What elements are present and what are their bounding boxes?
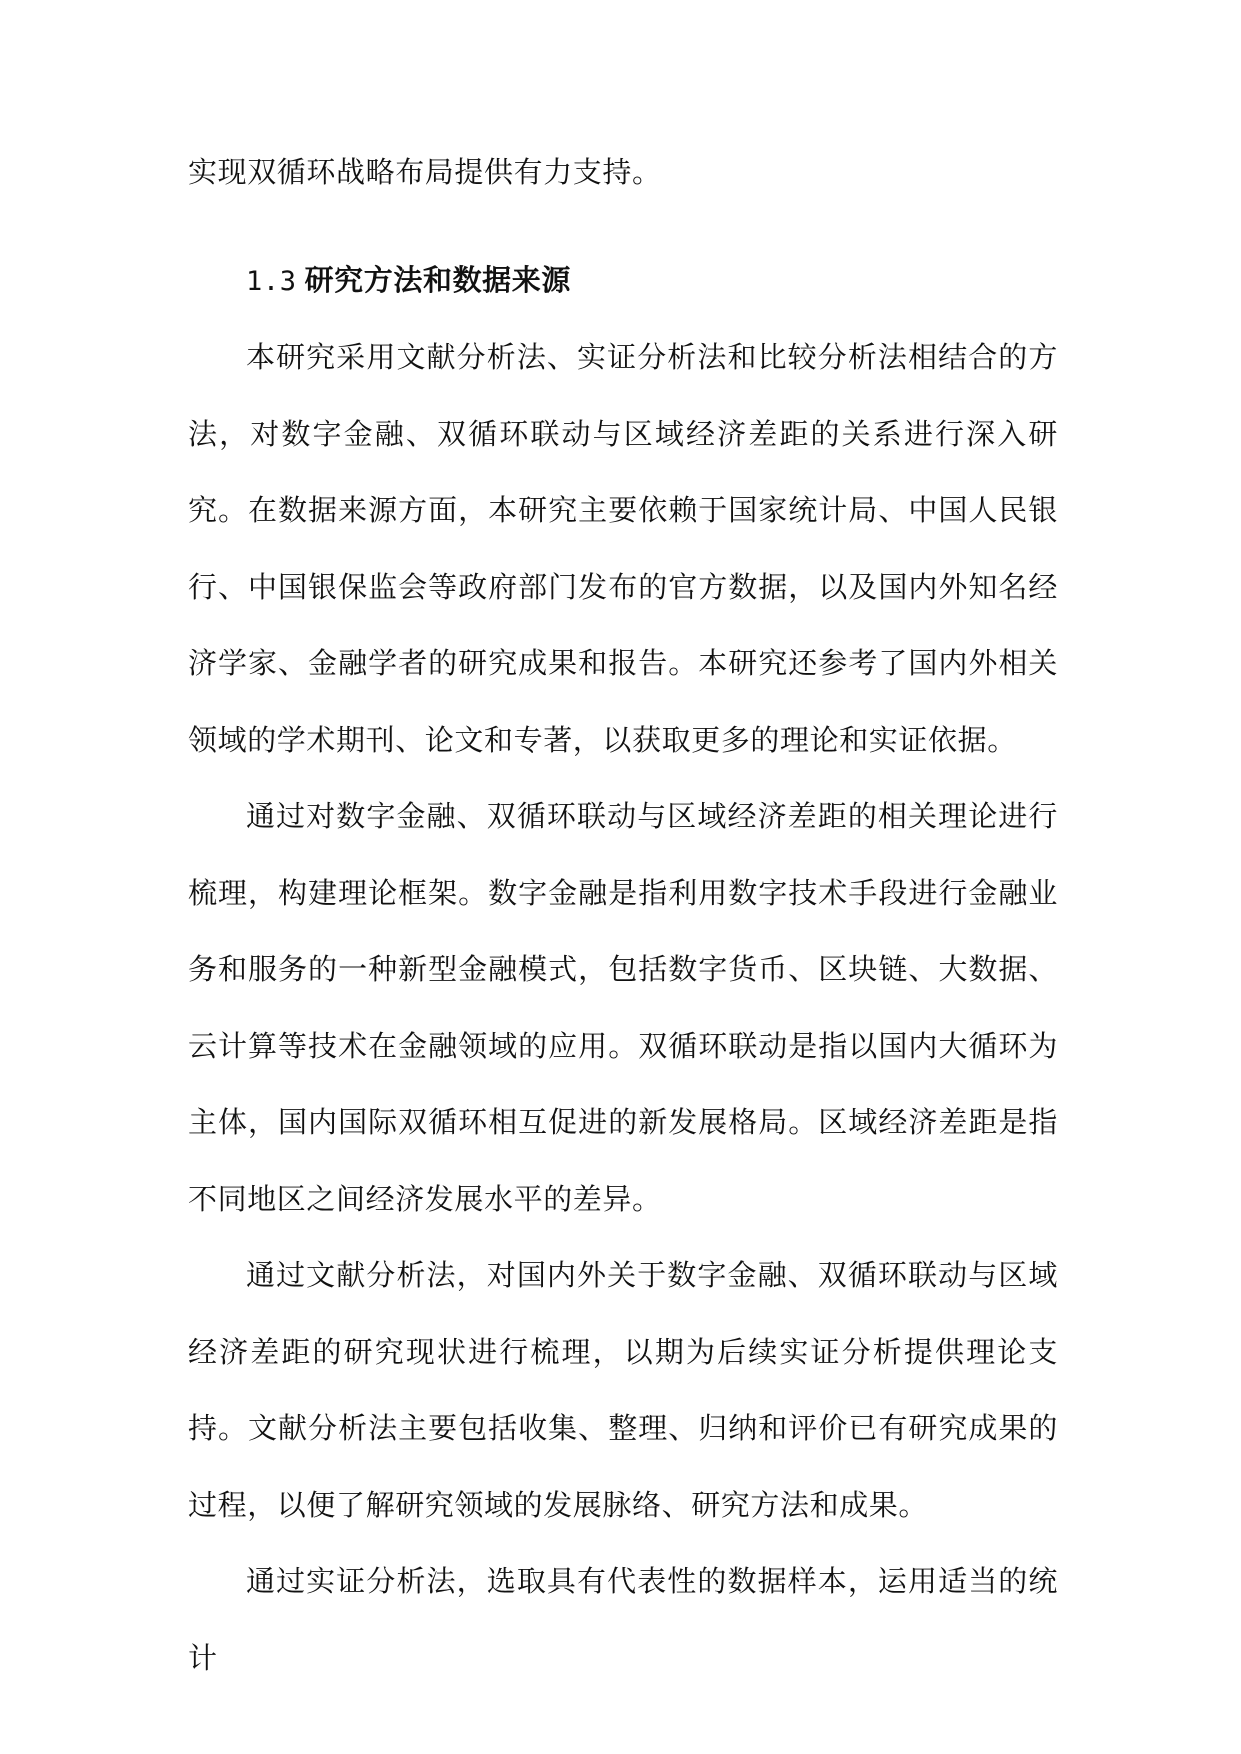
section-heading xyxy=(246,242,571,320)
paragraph: 通过文献分析法，对国内外关于数字金融、双循环联动与区域经济差距的研究现状进行梳理，以期为后续实证分析提供理论支持。文献分析法主要包括收集、整理、归纳和评价已有研究成果的过程，以便了解研究领域的发展脉络、研究方法和成果。 xyxy=(188,1258,1058,1522)
body-text xyxy=(188,319,1058,1696)
section-number: 1.3 xyxy=(246,266,297,297)
section-title: 研究方法和数据来源 xyxy=(304,263,571,297)
paragraph: 通过对数字金融、双循环联动与区域经济差距的相关理论进行梳理，构建理论框架。数字金融是指利用数字技术手段进行金融业务和服务的一种新型金融模式，包括数字货币、区块链、大数据、云计算等技术在金融领域的应用。双循环联动是指以国内大循环为主体，国内国际双循环相互促进的新发展格局。区域经济差距是指不同地区之间经济发展水平的差异。 xyxy=(188,799,1058,1216)
continued-paragraph: 实现双循环战略布局提供有力支持。 xyxy=(188,155,662,189)
paragraph: 本研究采用文献分析法、实证分析法和比较分析法相结合的方法，对数字金融、双循环联动与区域经济差距的关系进行深入研究。在数据来源方面，本研究主要依赖于国家统计局、中国人民银行、中国银保监会等政府部门发布的官方数据，以及国内外知名经济学家、金融学者的研究成果和报告。本研究还参考了国内外相关领域的学术期刊、论文和专著，以获取更多的理论和实证依据。 xyxy=(188,340,1058,757)
paragraph: 通过实证分析法，选取具有代表性的数据样本，运用适当的统计 xyxy=(188,1564,1058,1675)
